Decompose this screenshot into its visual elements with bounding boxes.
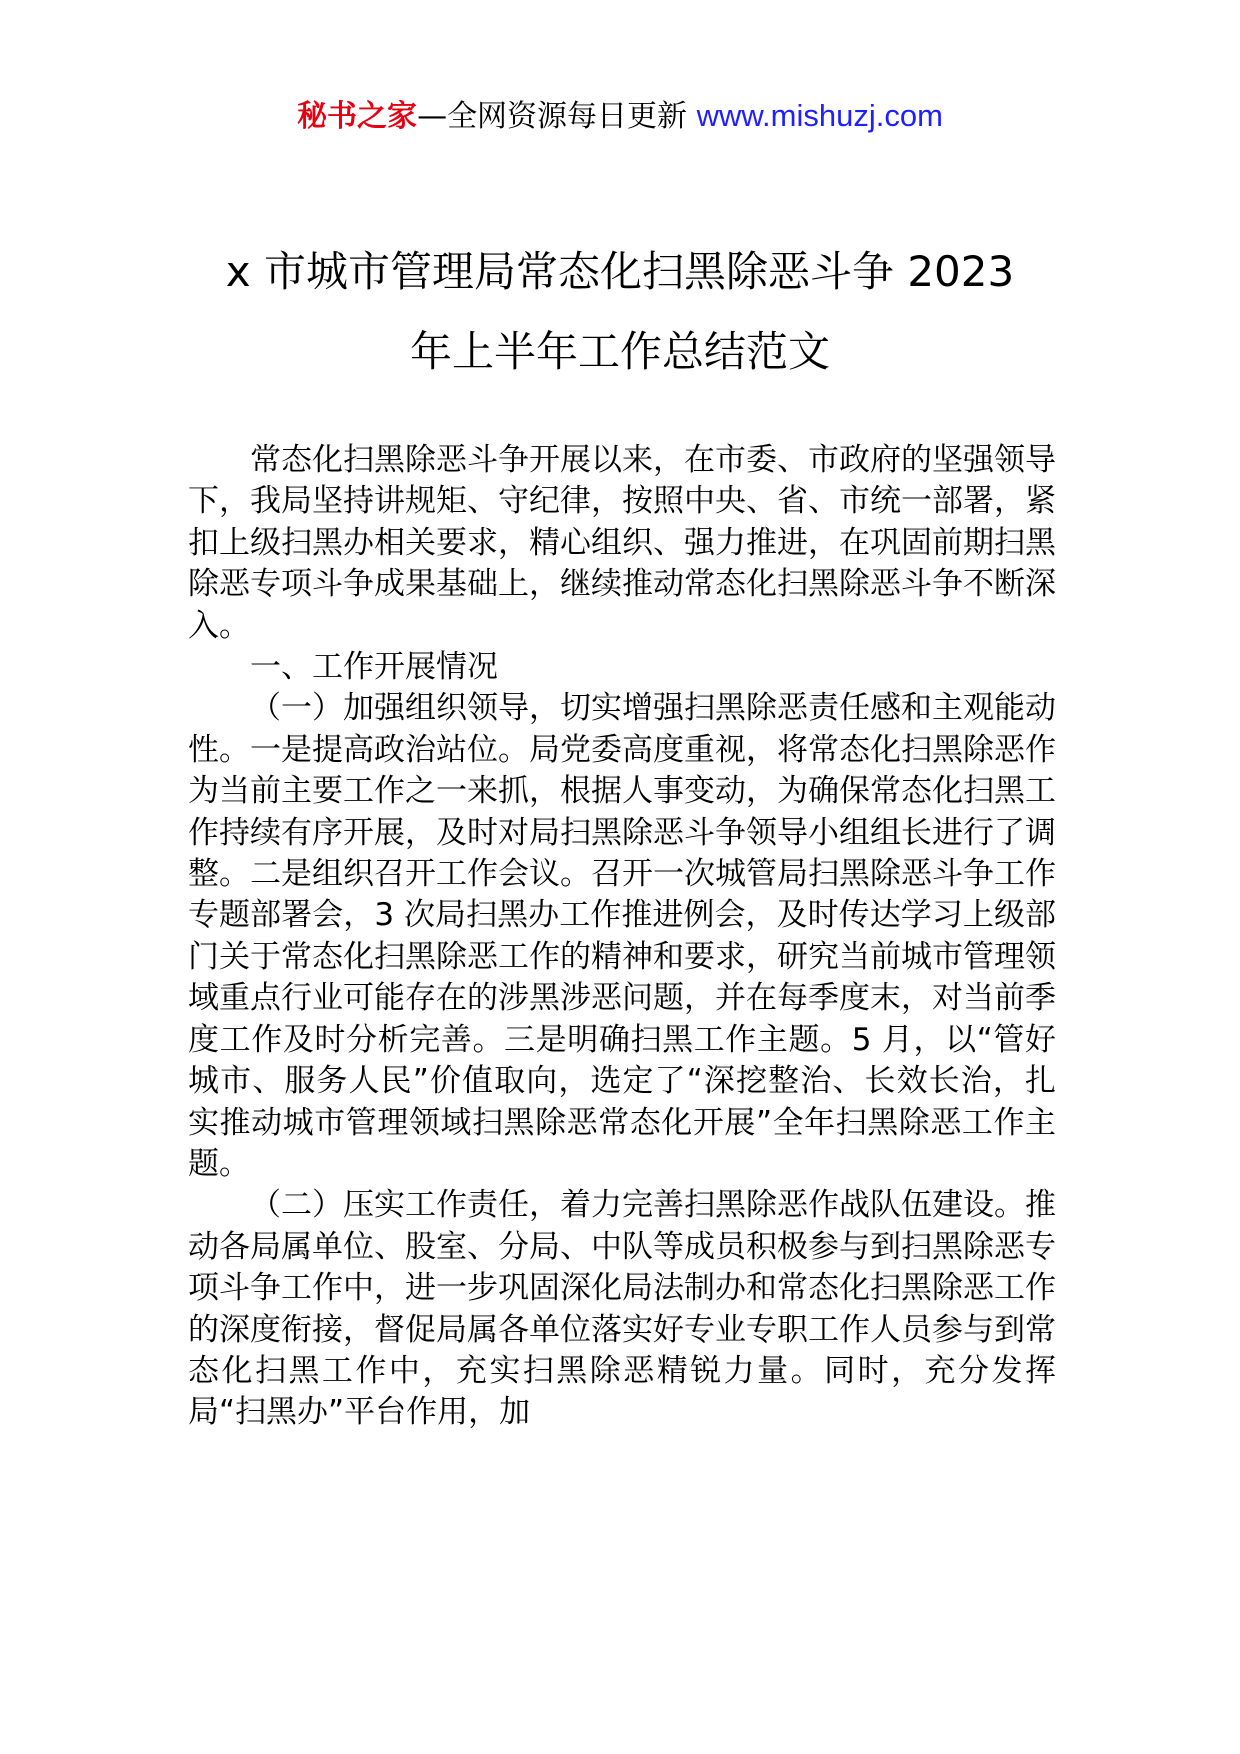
title-line-1: x 市城市管理局常态化扫黑除恶斗争 2023 (225, 247, 1015, 296)
document-body (188, 440, 1056, 1434)
website-link[interactable]: www.mishuzj.com (696, 98, 943, 133)
title-line-2: 年上半年工作总结范文 (409, 327, 830, 376)
site-header (0, 96, 1240, 137)
document-title (150, 232, 1090, 392)
brand-name: 秘书之家 (297, 99, 418, 134)
body-paragraph: （二）压实工作责任，着力完善扫黑除恶作战队伍建设。推动各局属单位、股室、分局、中队等成员积极参与到扫黑除恶专项斗争工作中，进一步巩固深化局法制办和常态化扫黑除恶工作的深度衔接，督促局属各单位落实好专业专职工作人员参与到常态化扫黑工作中，充实扫黑除恶精锐力量。同时，充分发挥局“扫黑办”平台作用，加 (188, 1187, 1056, 1431)
body-paragraph: （一）加强组织领导，切实增强扫黑除恶责任感和主观能动性。一是提高政治站位。局党委高度重视，将常态化扫黑除恶作为当前主要工作之一来抓，根据人事变动，为确保常态化扫黑工作持续有序开展，及时对局扫黑除恶斗争领导小组组长进行了调整。二是组织召开工作会议。召开一次城管局扫黑除恶斗争工作专题部署会，3 次局扫黑办工作推进例会，及时传达学习上级部门关于常态化扫黑除恶工作的精神和要求，研究当前城市管理领域重点行业可能存在的涉黑涉恶问题，并在每季度末，对当前季度工作及时分析完善。三是明确扫黑工作主题。5 月，以“管好城市、服务人民”价值取向，选定了“深挖整治、长效长治，扎实推动城市管理领域扫黑除恶常态化开展”全年扫黑除恶工作主题。 (188, 690, 1056, 1182)
section-heading: 一、工作开展情况 (250, 649, 498, 686)
intro-paragraph: 常态化扫黑除恶斗争开展以来，在市委、市政府的坚强领导下，我局坚持讲规矩、守纪律，按照中央、省、市统一部署，紧扣上级扫黑办相关要求，精心组织、强力推进，在巩固前期扫黑除恶专项斗争成果基础上，继续推动常态化扫黑除恶斗争不断深入。 (188, 442, 1056, 644)
header-tagline: —全网资源每日更新 (417, 99, 697, 134)
